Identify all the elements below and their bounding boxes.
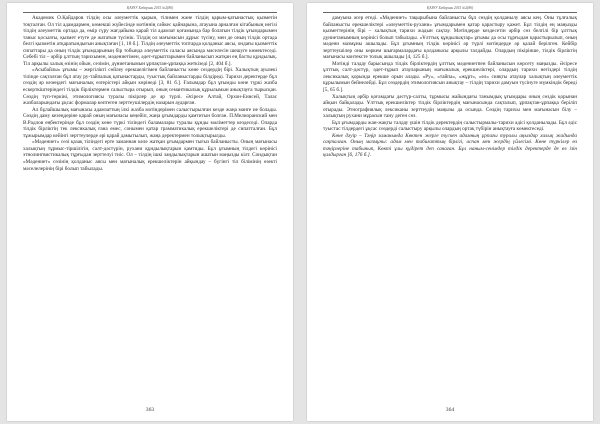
paragraph: Мәтінді талдау барысында тілдік бірліктердің ұлттық мәдениетпен байланысын көрсету маңызды. Әсіресе ұлттық салт-дәстүр, әдет-ғұрып атауларының мағыналық ерекшеліктері, олардың тарихи негіздері тілдің лексикалық қорында ерекше орын алады. «Ру», «тайпа», «жұрт», «ел» сияқты атаулар халықтың әлеуметтік құрылымын бейнелейді. Бұл сөздердің этимологиясын анықтау – тілдің тарихи дамуын түсінуге мүмкіндік береді [5, 65 б.]. — [323, 60, 577, 94]
page-body — [323, 15, 577, 403]
paragraph: «Мәдениет» сөзі қазақ тіліндегі ерте заманнан келе жатқан ұғымдармен тығыз байланысты. Оның мағынасы халықтың тұрмыс-тіршілігін, салт-дәстүрін, рухани құндылықтарын қамтиды. Бұл ұғымның тілдегі көрінісі этнолингвистикалық тұрғыдан зерттелуі тиіс. Ол – тілдің ішкі заңдылықтарын ашатын маңызды кілт. Сондықтан «Мәдениет» сөзінің қолданыс аясы мен мағыналық ерекшеліктерін айқындау – бүгінгі тіл білімінің өзекті мәселелерінің бірі болып табылады. — [23, 139, 277, 172]
page-number: 363 — [145, 407, 155, 413]
paragraph-italic: Көне дәуір – Тәңір заманында Көктен жерге түскен адамның ұрпағы туралы аңыздар халық жадында сақталған. Оның мазмұны: адам мен табиғаттың бірлігі, аспан мен жердің үйлесімі. Көне түркілер өз тәңірлеріне табынып, Көкті ұлы құдірет деп санаған. Бұл наным-сенімдер тілдік деректерде де өз ізін қалдырған [6, 176 б.]. — [323, 132, 577, 159]
page-number: 364 — [445, 407, 455, 413]
paragraph: Халықтың әрбір қоғамдағы дәстүр-салты, тұрмысы жайындағы танымдық ұғымдары оның сөздік қорынан айқын байқалады. Ұлттық ерекшеліктер тілдік бірліктердің мағынасында сақталып, ұрпақтан-ұрпаққа беріліп отырады. Этнографиялық лексиканы зерттеудің маңызы да осында. Сөздің тарихы мен мағынасын білу – халықтың рухани мұрасын тану деген сөз. — [323, 93, 577, 120]
paragraph: Академик О.Қайдаров тілдің осы әлеуметтік қырын, тілимен және тілдің қарым-қатынастық қызметін тоқталған. Ол тіл адамдармен, көмекші жүйесінде мәтіннің сәйкес қайнарына, атауына арналған кітабының негізі тілдің әлеуметтік ортада да, өмір сүру жағдайына қарай тіл адамзат қоғамында бар болатын тілдік ұғымдарымен таныс қосылғы, қызмет етуге де жататын түсінік. Тілдің ол мағынасын дұрыс түсіну, мен де оның тілдік ортада белгі қызметін атқаратындығын анықтаған [1, 18 б.]. Тілдің әлеуметтік топтарда қолданыс аясы, ондағы қызметтік сипаттары да оның тілдік ұғымдарының бір тобында әлеуметтік саласы аясында мәселесін шешуге көмектеседі. Себебі тіл – әрбір ұлттың тарихымен, мәдениетімен, әдет-ғұрыптарымен байланысып жатқан ең басты құндылық. Тіл арқылы халық өзінің ойын, сезімін, дүниетанымын ұрпақтан-ұрпаққа жеткізеді [2, 404 б.]. — [23, 15, 277, 67]
running-head: ҚАЗҰУ Хабаршы 2015 №2(8б) — [426, 6, 474, 10]
header-rule — [23, 12, 277, 13]
paragraph: дамуына әсер етеді. «Мәдениет» тақырыбына байланысты бұл сөздің қолданылу аясы кең. Оны тұлғалық байланысты ерекшеліктері «әлеуметтік-рухани» ұғымдарымен қатар қарастыру қажет. Бұл тілдің ең маңызды қызметтерінің бірі – халықтың тарихи жадын сақтау. Мәтіндерде кездесетін әрбір сөз белгілі бір ұлттық дүниетанымның көрінісі болып табылады. «Ұлттық құндылықтар» ұғымы да осы тұрғыдан қарастырылып, оның мәдени мазмұны ашылады. Бұл ұғымның тілдік көрінісі әр түрлі мәтіндерде әр қалай берілген. Кейбір зерттеушілер оны көркем шығармалардағы қолданысы арқылы талдайды. Олардың пікірінше, тілдік бірліктің мағынасы контексте толық ашылады [4, 125 б.]. — [323, 15, 577, 61]
paragraph: «Асыбайлы» ұғымы – жергілікті сөйлеу ерекшелігімен байланысты көне сөздердің бірі. Халықтың ауызекі тілінде сақталған бұл атау ру-тайпалық қатынастарды, туыстық байланыстарды білдіреді. Тарихи деректерде бұл сөздің әр кезеңдегі мағыналық өзгерістері айқын көрінеді [3, 81 б.]. Ғалымдар бұл ұғымды көне түркі жазба ескерткіштеріндегі тілдік бірліктермен салыстыра отырып, оның семантикалық құрылымын анықтауға тырысқан. Сөздің түп-төркіні, этимологиясы туралы пікірлер де әр түрлі. Әсіресе Алтай, Орхон-Енисей, Талас жазбаларындағы ұқсас формалар көптеген зерттеушілердің назарын аударған. — [23, 67, 277, 107]
right-page — [307, 3, 593, 421]
header-rule — [323, 12, 577, 13]
paragraph: Бұл ұғымдарды жан-жақты талдау үшін тілдік деректердің салыстырмалы-тарихи әдісі қолданылады. Бұл әдіс туыстас тілдердегі ұқсас сөздерді салыстыру арқылы олардың ортақ түбірін анықтауға көмектеседі. — [323, 119, 577, 133]
paragraph: Ал бұлайшылық мағынасы адамзаттың ілкі жазба мәтіндерімен салыстырылған кезде жаңа мәнге ие болады. Сөздің даму кезеңдеріне қарай оның мағынасы кеңейіп, жаңа ұғымдарды қамтитын болған. П.Мелиоранский мен В.Радлов еңбектерінде бұл сөздің көне түркі тіліндегі баламалары туралы құнды мәліметтер кездеседі. Оларда тілдік бірліктің тек лексикалық ғана емес, сонымен қатар грамматикалық ерекшеліктері де сипатталған. Бұл тұжырымдар кейінгі зерттеулерде әрі қарай дамытылып, жаңа деректермен толықтырылды. — [23, 106, 277, 139]
left-page — [7, 3, 293, 421]
running-head: ҚАЗҰУ Хабаршы 2015 №2(8б) — [126, 6, 174, 10]
page-body — [23, 15, 277, 403]
